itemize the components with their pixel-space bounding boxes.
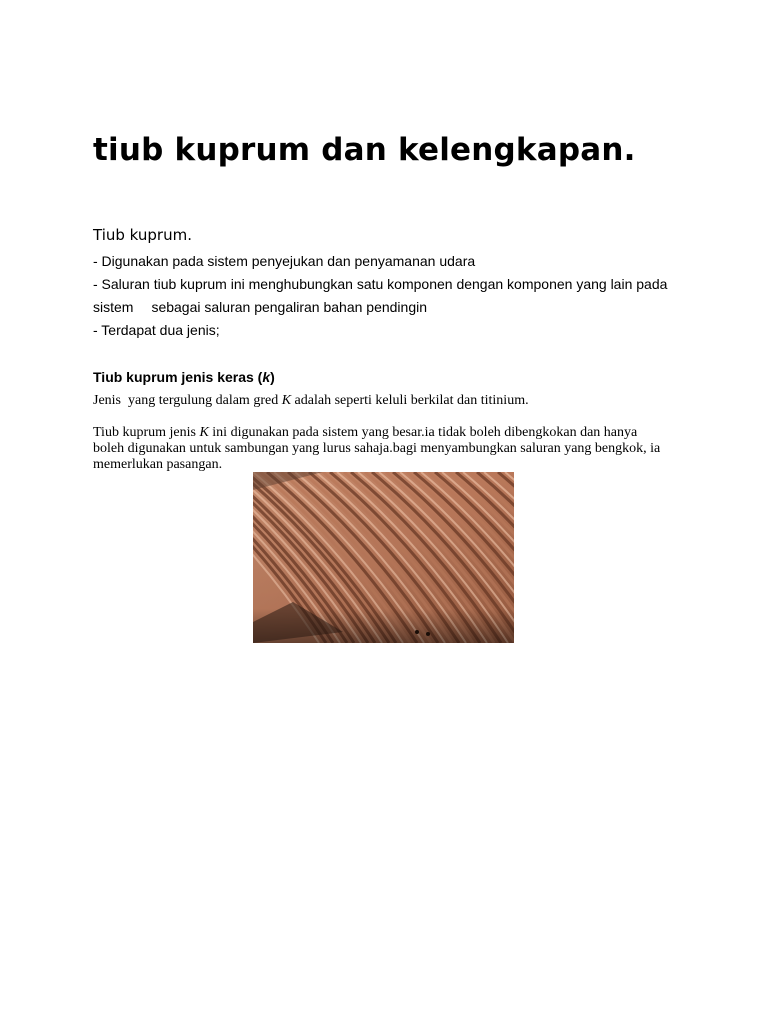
bullet-item: - Terdapat dua jenis;: [93, 322, 220, 338]
bullet-text: sebagai saluran pengaliran bahan pendingin: [151, 299, 428, 315]
paragraph-grade: [93, 393, 529, 409]
paragraph-line: memerlukan pasangan.: [93, 457, 223, 472]
sub-heading-text: Tiub kuprum jenis keras (: [93, 369, 263, 385]
bullet-list: [93, 250, 693, 342]
paragraph-text: adalah seperti keluli berkilat dan titinium.: [291, 393, 529, 408]
section-heading: Tiub kuprum.: [93, 226, 192, 244]
document-title: tiub kuprum dan kelengkapan.: [93, 132, 636, 168]
grade-letter: K: [199, 425, 209, 440]
sub-heading-letter: k: [262, 369, 271, 385]
paragraph-line: [93, 425, 683, 441]
paragraph-line: boleh digunakan untuk sambungan yang lurus sahaja.bagi menyambungkan saluran yang bengkok, ia: [93, 441, 661, 456]
sub-heading-close: ): [270, 369, 275, 385]
sub-heading: [93, 367, 275, 387]
paragraph-text: ini digunakan pada sistem yang besar.ia tidak boleh dibengkokan dan hanya: [208, 425, 638, 440]
paragraph-text: Jenis yang tergulung dalam gred: [93, 393, 282, 408]
copper-tubes-image: [253, 472, 514, 643]
bullet-item: - Saluran tiub kuprum ini menghubungkan satu komponen dengan komponen yang lain pada: [93, 276, 668, 292]
bullet-text: sistem: [93, 299, 134, 315]
copper-tubes-photo: [253, 472, 514, 643]
bullet-item-continuation: [93, 296, 693, 319]
paragraph-text: Tiub kuprum jenis: [93, 425, 200, 440]
paragraph-usage: [93, 425, 683, 473]
grade-letter: K: [281, 393, 292, 408]
bullet-item: - Digunakan pada sistem penyejukan dan penyamanan udara: [93, 253, 476, 269]
